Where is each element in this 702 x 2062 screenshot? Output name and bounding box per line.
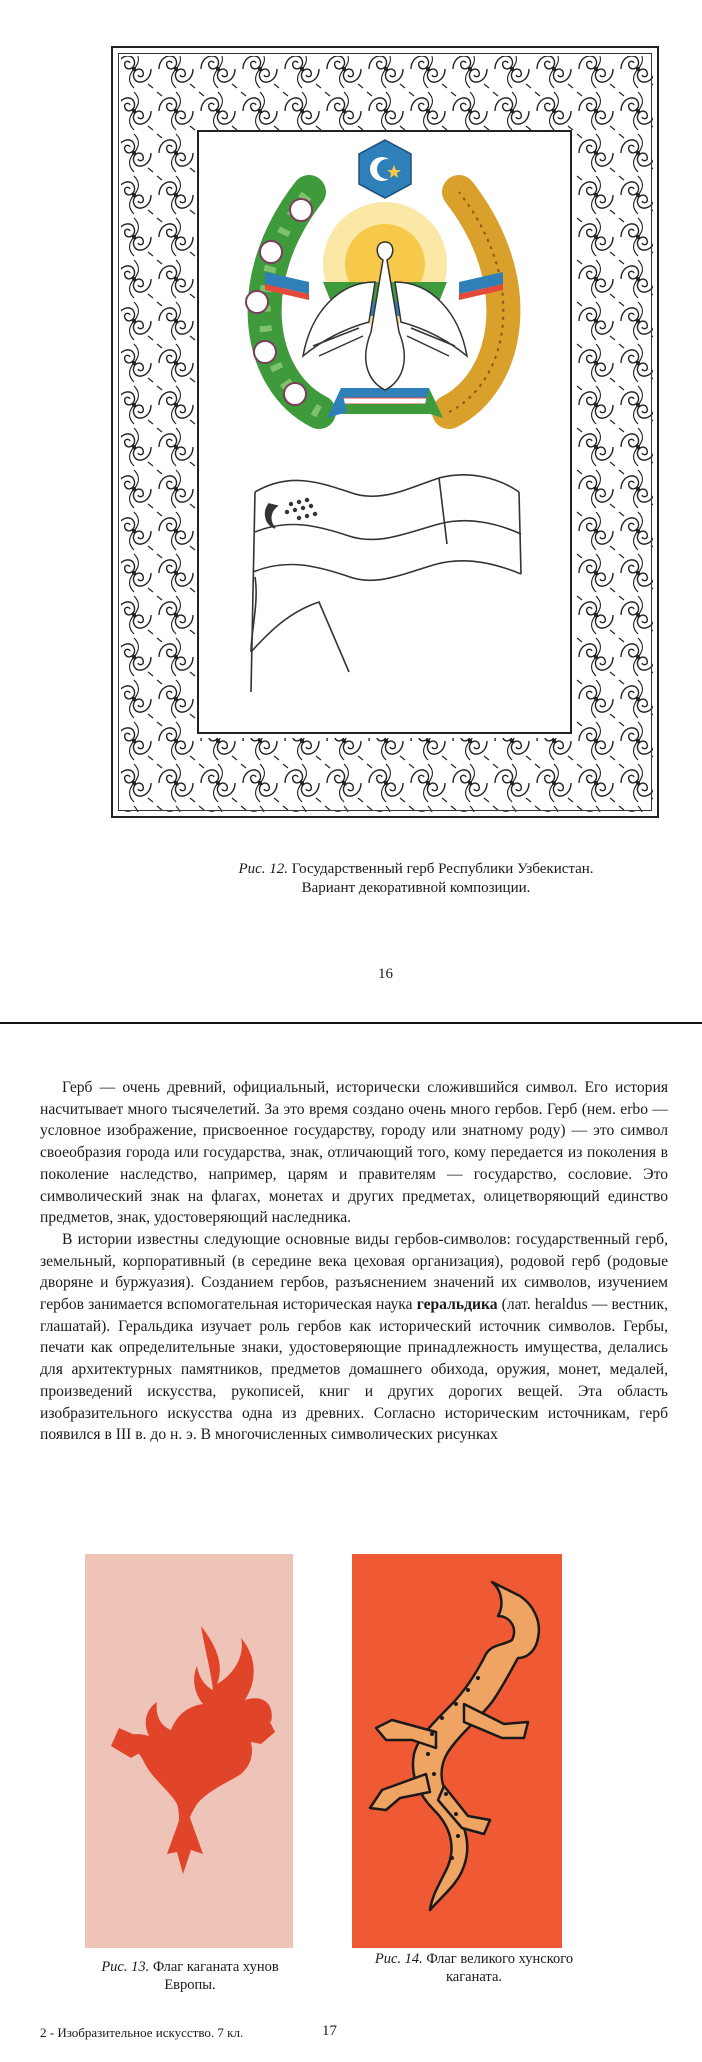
figure-12-label: Рис. 12. [238, 861, 289, 877]
cotton-wreath-icon [246, 192, 319, 412]
paragraph-2 [40, 1229, 668, 1446]
star-crescent-icon [359, 140, 411, 198]
paragraph-2-part1: В истории известны следующие основные виды гербов-символов: государственный герб, земельный, корпоративный (в середине века цеховая организация), родовой герб (родовые дворяне и буржуазия). Созданием гербов, разъяснением значений их символов, изучением гербов занимается вспомогательная историческая наука [40, 1230, 668, 1314]
figure-14-caption [344, 1950, 604, 1986]
page-number-17: 17 [322, 2023, 337, 2039]
figure-13-caption-line1: Флаг каганата хунов [152, 1959, 279, 1975]
page-number-16: 16 [378, 966, 393, 982]
figure-13-flag [85, 1554, 293, 1948]
figure-14-flag [352, 1554, 562, 1948]
figure-13-caption-line2: Европы. [164, 1977, 216, 1993]
figure-14-caption-line1: Флаг великого хунского [426, 1951, 574, 1967]
body-text [40, 1077, 668, 1446]
emblem-illustration [199, 132, 570, 732]
figure-12-caption [186, 860, 646, 898]
flag-13-image [85, 1554, 293, 1948]
paragraph-1: Герб — очень древний, официальный, исторически сложившийся символ. Его история насчитывает много тысячелетий. За это время создано очень много гербов. Герб (нем. erbo — условное изображение, присвоенное государству, городу или знатному роду) — это символ своеобразия города или государства, знак, отличающий того, кому передается из поколения в поколение наследство, например, царям и правителям — государство, сословие. Это символический знак на флагах, монетах и других предметах, олицетворяющий единство предметов, знак, удостоверяющий наследника. [40, 1079, 668, 1227]
figure-12-caption-line2: Вариант декоративной композиции. [301, 880, 531, 896]
term-heraldry: геральдика [416, 1296, 498, 1314]
paragraph-2-part2: (лат. heraldus — вестник, глашатай). Геральдика изучает роль гербов как исторический источник символов. Гербы, печати как определительные знаки, удостоверяющие принадлежность имущества, делались для архитектурных памятников, предметов домашнего обихода, оружия, монет, медалей, произведений искусства, рукописей, книг и других дорогих вещей. Эта область изобразительного искусства одна из древних. Согласно историческим источникам, герб появился в III в. до н. э. В многочисленных символических рисунках [40, 1296, 668, 1444]
page-17 [0, 1024, 702, 2062]
figure-13-label: Рис. 13. [101, 1959, 150, 1975]
wheat-wreath-icon [449, 192, 503, 412]
flag-drawing [251, 475, 521, 692]
figure-14-label: Рис. 14. [374, 1951, 423, 1967]
flag-14-image [352, 1554, 562, 1948]
page-footer: 2 - Изобразительное искусство. 7 кл. [40, 2025, 244, 2040]
figure-14-caption-line2: каганата. [445, 1969, 503, 1985]
emblem-panel [197, 130, 572, 734]
page-16 [0, 0, 702, 1024]
figure-13-caption [60, 1958, 320, 1994]
figure-12-caption-line1: Государственный герб Республики Узбекистан. [291, 861, 594, 877]
